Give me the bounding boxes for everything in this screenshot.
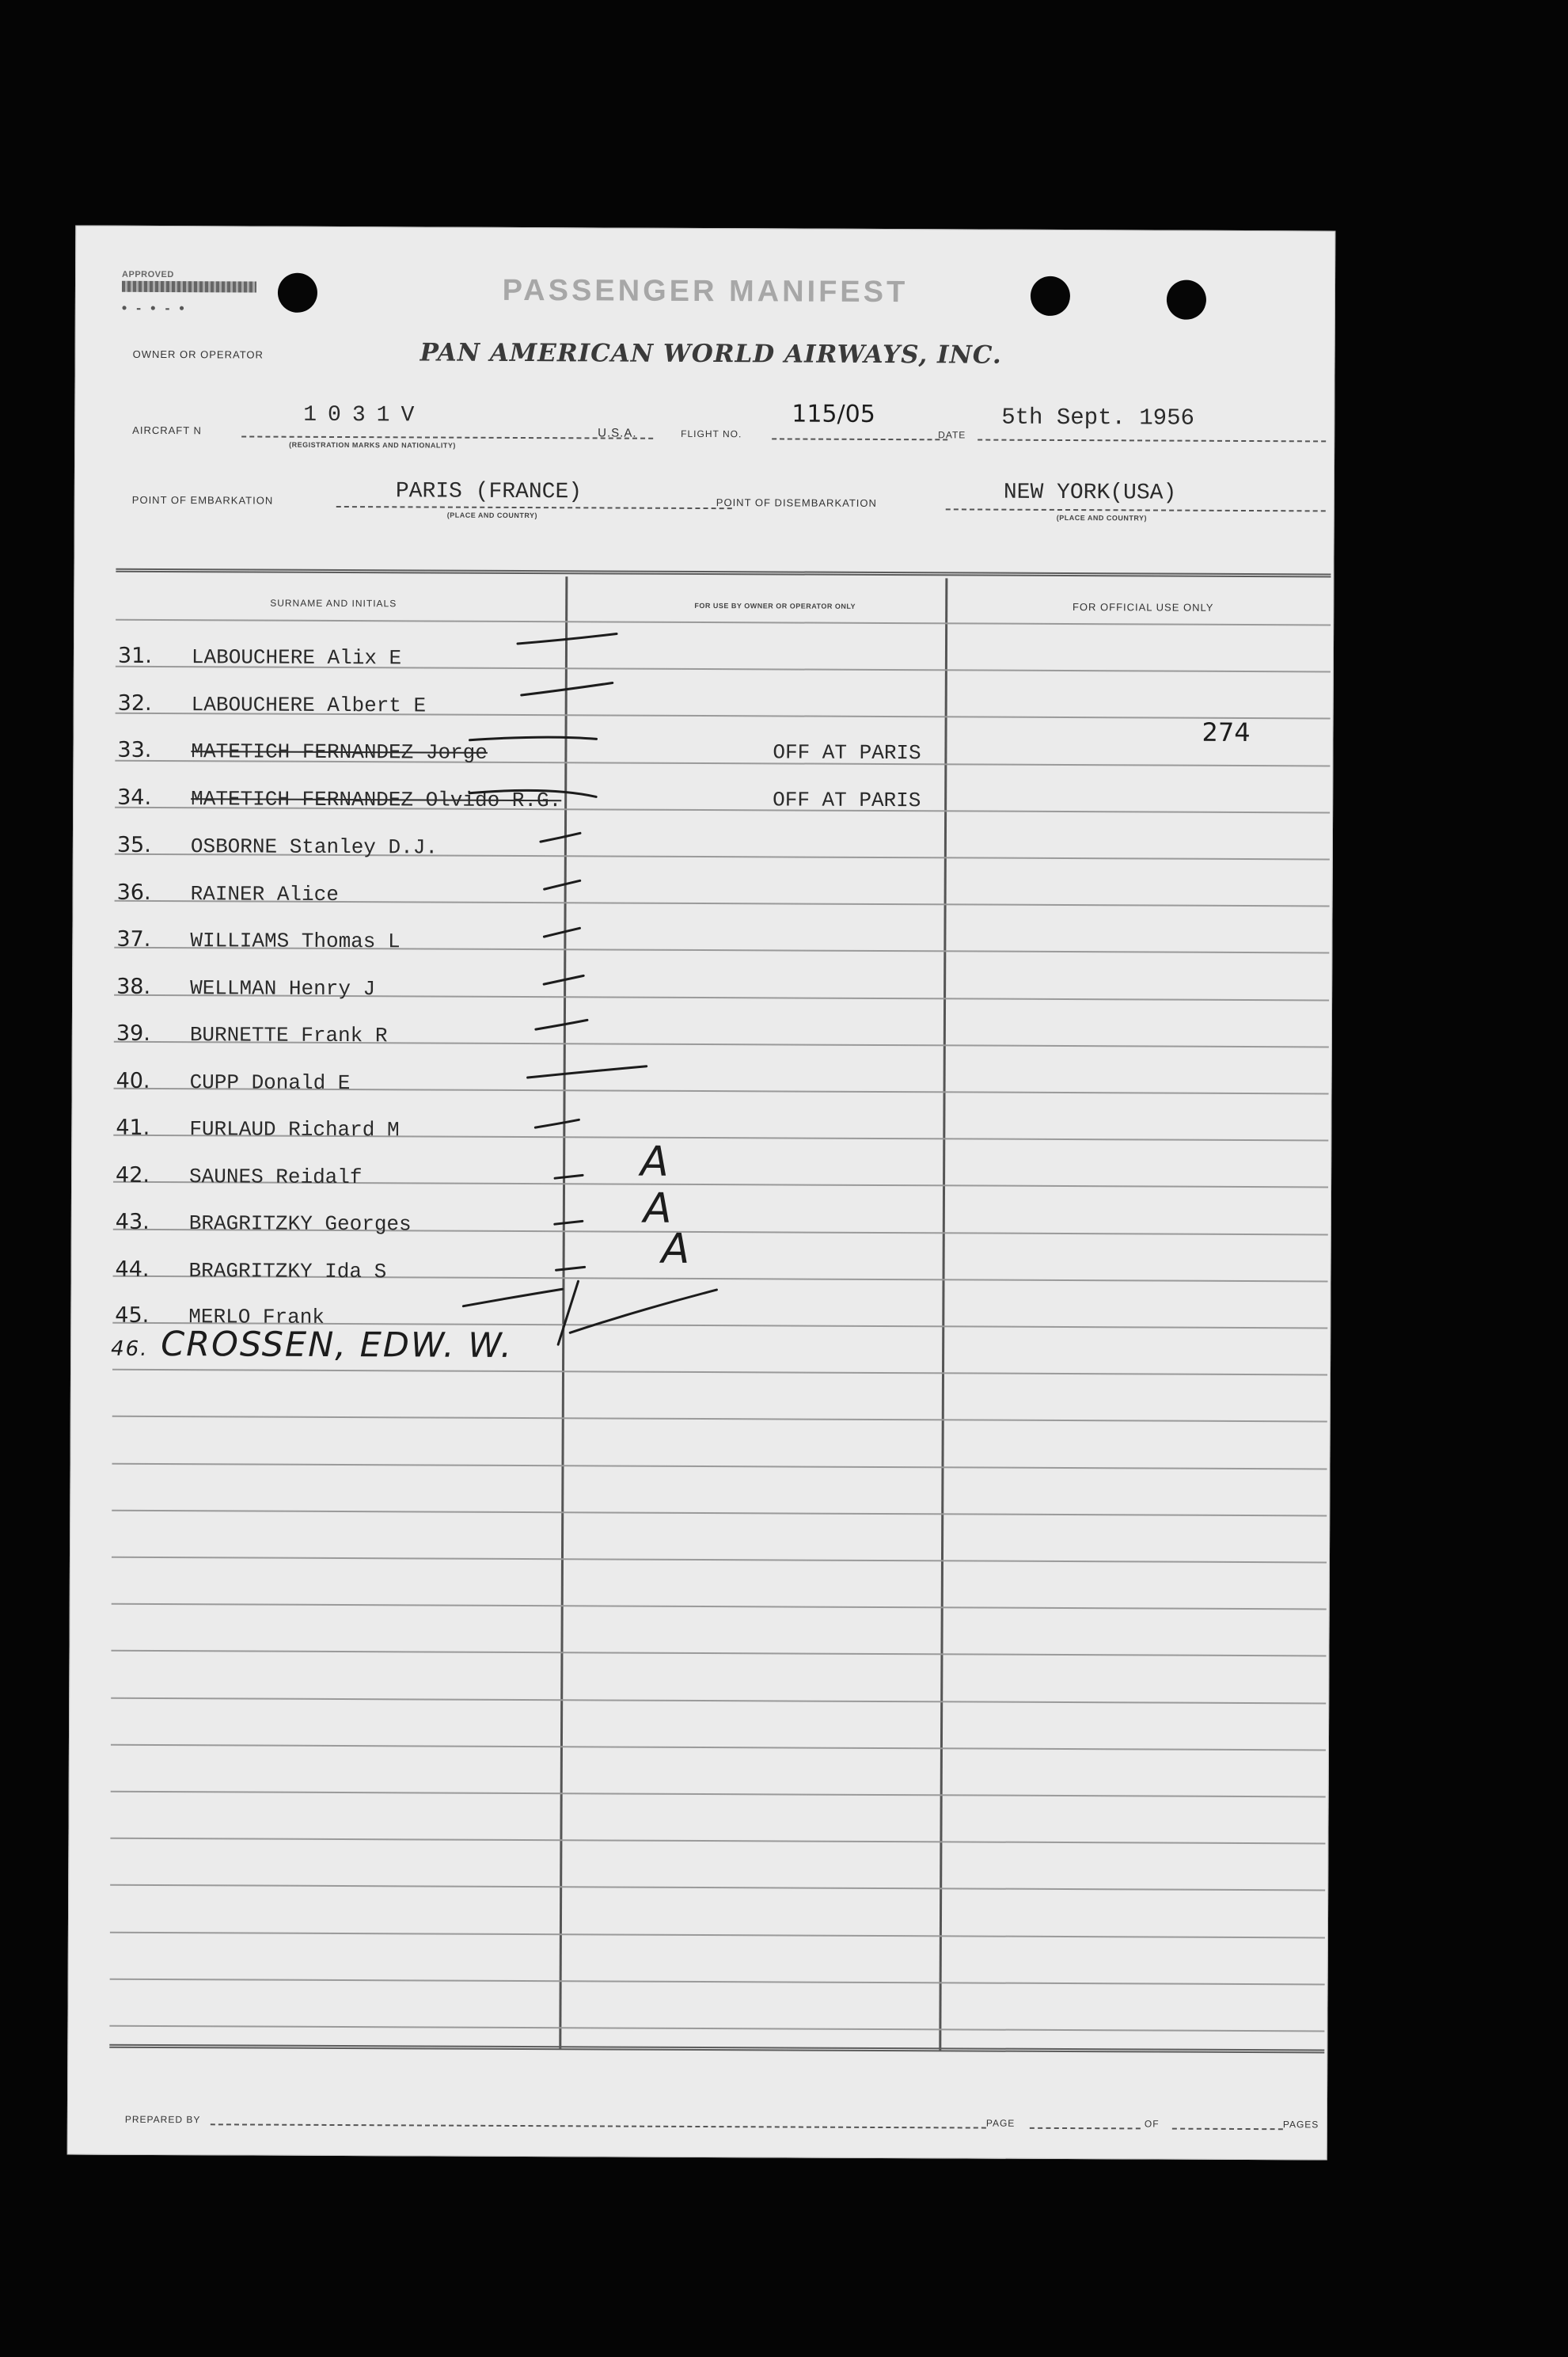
official-note: 274 [1202,717,1251,748]
row-number: 33. [117,737,152,762]
owner-name: PAN AMERICAN WORLD AIRWAYS, INC. [420,338,1002,370]
row-number: 45. [115,1302,150,1328]
passenger-name: MERLO Frank [188,1305,325,1329]
row-number: 37. [116,926,151,952]
row-number: 31. [117,643,152,668]
col-official-header: FOR OFFICIAL USE ONLY [1072,601,1214,614]
form-title: PASSENGER MANIFEST [502,273,909,310]
flight-value: 115/05 [792,400,875,428]
passenger-name: MATETICH FERNANDEZ Jorge [191,739,488,765]
checkmark-annotations [68,226,1335,2160]
handwritten-mark: A [640,1138,669,1186]
manifest-sheet [67,226,1336,2161]
embarkation-label: POINT OF EMBARKATION [131,493,274,507]
date-label: DATE [938,429,966,441]
passenger-name: RAINER Alice [190,882,339,907]
row-number: 34. [117,785,152,810]
row-number: 41. [116,1115,150,1140]
owner-label: OWNER OR OPERATOR [132,348,264,361]
handwritten-entry-name: CROSSEN, EDW. W. [161,1325,514,1366]
of-label: OF [1144,2118,1160,2130]
passenger-name: WELLMAN Henry J [190,976,376,1002]
row-number: 32. [117,690,152,716]
approval-stamp: APPROVED •-•-• [122,270,256,302]
row-number: 40. [116,1068,150,1093]
row-number: 35. [116,832,151,857]
handwritten-mark: A [661,1225,690,1273]
page-label: PAGE [985,2117,1016,2129]
handwritten-entry-number: 46. [111,1336,149,1361]
registration-caption: (REGISTRATION MARKS AND NATIONALITY) [289,440,456,450]
flight-label: FLIGHT NO. [681,428,742,440]
passenger-name: OSBORNE Stanley D.J. [190,834,439,860]
embarkation-caption: (PLACE AND COUNTRY) [446,511,538,520]
col-surname-header: SURNAME AND INITIALS [270,597,397,610]
passenger-name: LABOUCHERE Alix E [191,645,402,671]
passenger-name: WILLIAMS Thomas L [190,929,401,954]
row-number: 39. [116,1021,150,1046]
passenger-name: BURNETTE Frank R [189,1023,388,1048]
row-number: 43. [115,1209,150,1234]
prepared-by-label: PREPARED BY [124,2113,201,2126]
date-value: 5th Sept. 1956 [1001,404,1194,431]
embarkation-value: PARIS (FRANCE) [395,479,583,505]
passenger-name: FURLAUD Richard M [189,1117,400,1142]
passenger-name: SAUNES Reidalf [189,1165,363,1190]
row-number: 36. [116,880,151,905]
row-number: 44. [115,1256,150,1282]
passenger-name: BRAGRITZKY Ida S [188,1259,387,1284]
aircraft-label: AIRCRAFT N [132,424,202,437]
row-number: 42. [116,1162,150,1188]
passenger-name: BRAGRITZKY Georges [188,1211,412,1237]
handwritten-mark: A [643,1184,672,1233]
aircraft-value: 1031V [303,402,426,428]
pages-label: PAGES [1282,2119,1319,2131]
col-operator-header: FOR USE BY OWNER OR OPERATOR ONLY [694,601,856,610]
usa-label: U.S.A. [598,426,637,440]
row-number: 38. [116,974,151,999]
passenger-name: LABOUCHERE Albert E [191,693,427,718]
passenger-name: CUPP Donald E [189,1070,351,1096]
passenger-name: MATETICH FERNANDEZ Olvido R.G. [191,787,562,813]
operator-note: OFF AT PARIS [773,740,921,766]
disembarkation-caption: (PLACE AND COUNTRY) [1056,513,1148,523]
operator-note: OFF AT PARIS [773,788,921,813]
disembarkation-label: POINT OF DISEMBARKATION [716,496,877,509]
disembarkation-value: NEW YORK(USA) [1003,480,1177,506]
